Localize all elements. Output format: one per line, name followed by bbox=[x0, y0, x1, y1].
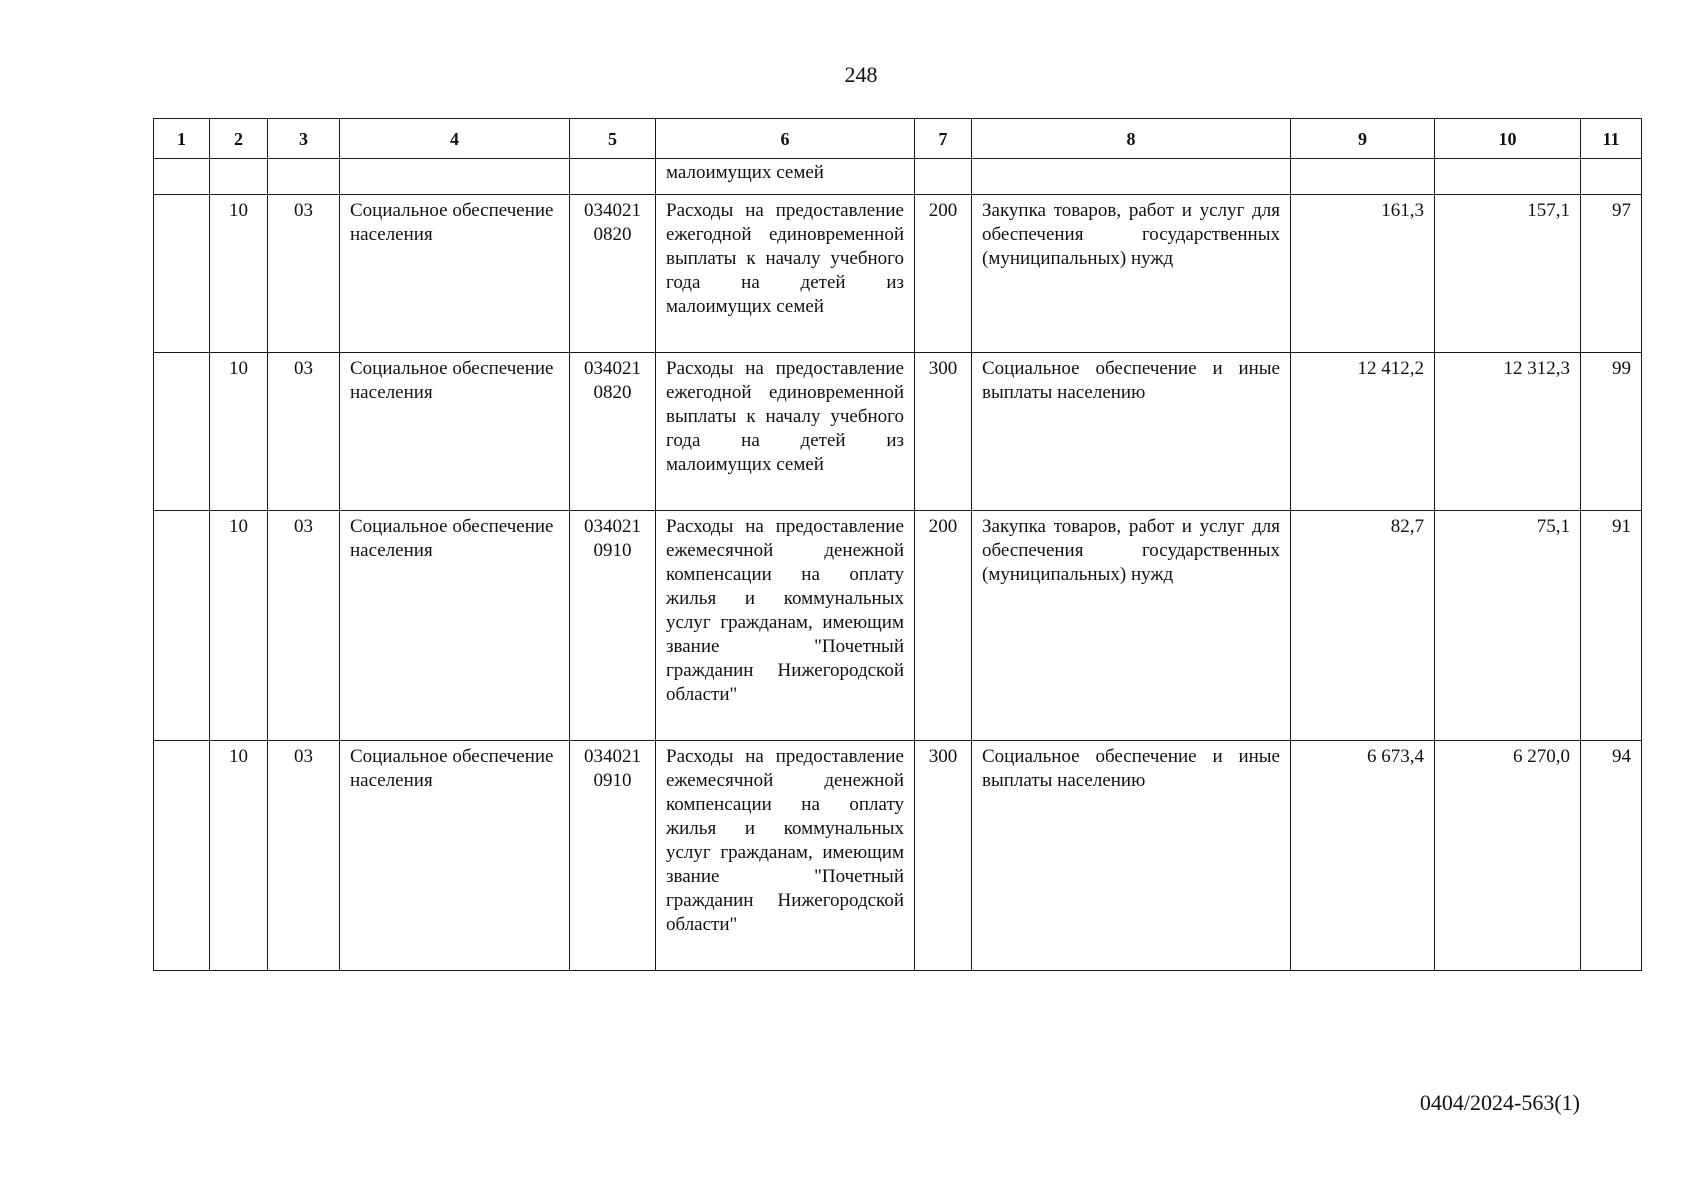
target-article-code: 034021 0820 bbox=[570, 195, 656, 353]
table-cell bbox=[210, 159, 268, 195]
table-cell bbox=[972, 159, 1291, 195]
expense-type-code: 300 bbox=[915, 741, 972, 971]
header-row bbox=[154, 119, 1642, 159]
table-cell bbox=[915, 159, 972, 195]
table-row bbox=[154, 195, 1642, 353]
header-cell: 2 bbox=[210, 119, 268, 159]
section-name: Социальное обеспечение населения bbox=[340, 741, 570, 971]
planned-amount: 82,7 bbox=[1291, 511, 1435, 741]
subsection-code: 03 bbox=[268, 353, 340, 511]
header-cell: 8 bbox=[972, 119, 1291, 159]
expense-type-name: Закупка товаров, работ и услуг для обеспечения государственных (муниципальных) нужд bbox=[972, 195, 1291, 353]
expense-type-name: Закупка товаров, работ и услуг для обеспечения государственных (муниципальных) нужд bbox=[972, 511, 1291, 741]
budget-table bbox=[153, 118, 1642, 971]
table-row bbox=[154, 353, 1642, 511]
table-row bbox=[154, 741, 1642, 971]
expense-description: Расходы на предоставление ежемесячной денежной компенсации на оплату жилья и коммунальных услуг гражданам, имеющим звание "Почетный гражданин Нижегородской области" bbox=[656, 511, 915, 741]
table-cell bbox=[154, 511, 210, 741]
header-cell: 1 bbox=[154, 119, 210, 159]
section-name: Социальное обеспечение населения bbox=[340, 353, 570, 511]
section-code: 10 bbox=[210, 741, 268, 971]
actual-amount: 75,1 bbox=[1435, 511, 1581, 741]
expense-type-name: Социальное обеспечение и иные выплаты населению bbox=[972, 741, 1291, 971]
table-cell bbox=[154, 159, 210, 195]
table-cell bbox=[154, 353, 210, 511]
table-cell bbox=[1291, 159, 1435, 195]
document-code: 0404/2024-563(1) bbox=[1419, 1090, 1580, 1115]
subsection-code: 03 bbox=[268, 741, 340, 971]
header-cell: 7 bbox=[915, 119, 972, 159]
section-code: 10 bbox=[210, 511, 268, 741]
target-article-code: 034021 0820 bbox=[570, 353, 656, 511]
header-cell: 6 bbox=[656, 119, 915, 159]
execution-percent: 99 bbox=[1581, 353, 1642, 511]
expense-description: Расходы на предоставление ежегодной единовременной выплаты к началу учебного года на детей из малоимущих семей bbox=[656, 195, 915, 353]
header-cell: 11 bbox=[1581, 119, 1642, 159]
execution-percent: 91 bbox=[1581, 511, 1642, 741]
actual-amount: 6 270,0 bbox=[1435, 741, 1581, 971]
header-cell: 9 bbox=[1291, 119, 1435, 159]
planned-amount: 161,3 bbox=[1291, 195, 1435, 353]
target-article-code: 034021 0910 bbox=[570, 741, 656, 971]
table-cell bbox=[154, 195, 210, 353]
execution-percent: 94 bbox=[1581, 741, 1642, 971]
actual-amount: 157,1 bbox=[1435, 195, 1581, 353]
table-cell bbox=[1581, 159, 1642, 195]
target-article-code: 034021 0910 bbox=[570, 511, 656, 741]
table-cell bbox=[154, 741, 210, 971]
header-cell: 3 bbox=[268, 119, 340, 159]
planned-amount: 6 673,4 bbox=[1291, 741, 1435, 971]
header-cell: 5 bbox=[570, 119, 656, 159]
expense-type-code: 200 bbox=[915, 511, 972, 741]
expense-type-name: Социальное обеспечение и иные выплаты населению bbox=[972, 353, 1291, 511]
section-name: Социальное обеспечение населения bbox=[340, 195, 570, 353]
expense-description: Расходы на предоставление ежемесячной денежной компенсации на оплату жилья и коммунальных услуг гражданам, имеющим звание "Почетный гражданин Нижегородской области" bbox=[656, 741, 915, 971]
subsection-code: 03 bbox=[268, 195, 340, 353]
table-cell bbox=[268, 159, 340, 195]
expense-description: Расходы на предоставление ежегодной единовременной выплаты к началу учебного года на детей из малоимущих семей bbox=[656, 353, 915, 511]
execution-percent: 97 bbox=[1581, 195, 1642, 353]
continuation-row bbox=[154, 159, 1642, 195]
subsection-code: 03 bbox=[268, 511, 340, 741]
section-code: 10 bbox=[210, 195, 268, 353]
section-code: 10 bbox=[210, 353, 268, 511]
expense-type-code: 300 bbox=[915, 353, 972, 511]
table-row bbox=[154, 511, 1642, 741]
page-number: 248 bbox=[844, 62, 878, 87]
section-name: Социальное обеспечение населения bbox=[340, 511, 570, 741]
actual-amount: 12 312,3 bbox=[1435, 353, 1581, 511]
expense-description: малоимущих семей bbox=[656, 159, 915, 195]
expense-type-code: 200 bbox=[915, 195, 972, 353]
header-cell: 10 bbox=[1435, 119, 1581, 159]
planned-amount: 12 412,2 bbox=[1291, 353, 1435, 511]
header-cell: 4 bbox=[340, 119, 570, 159]
table-cell bbox=[340, 159, 570, 195]
table-cell bbox=[1435, 159, 1581, 195]
table-cell bbox=[570, 159, 656, 195]
